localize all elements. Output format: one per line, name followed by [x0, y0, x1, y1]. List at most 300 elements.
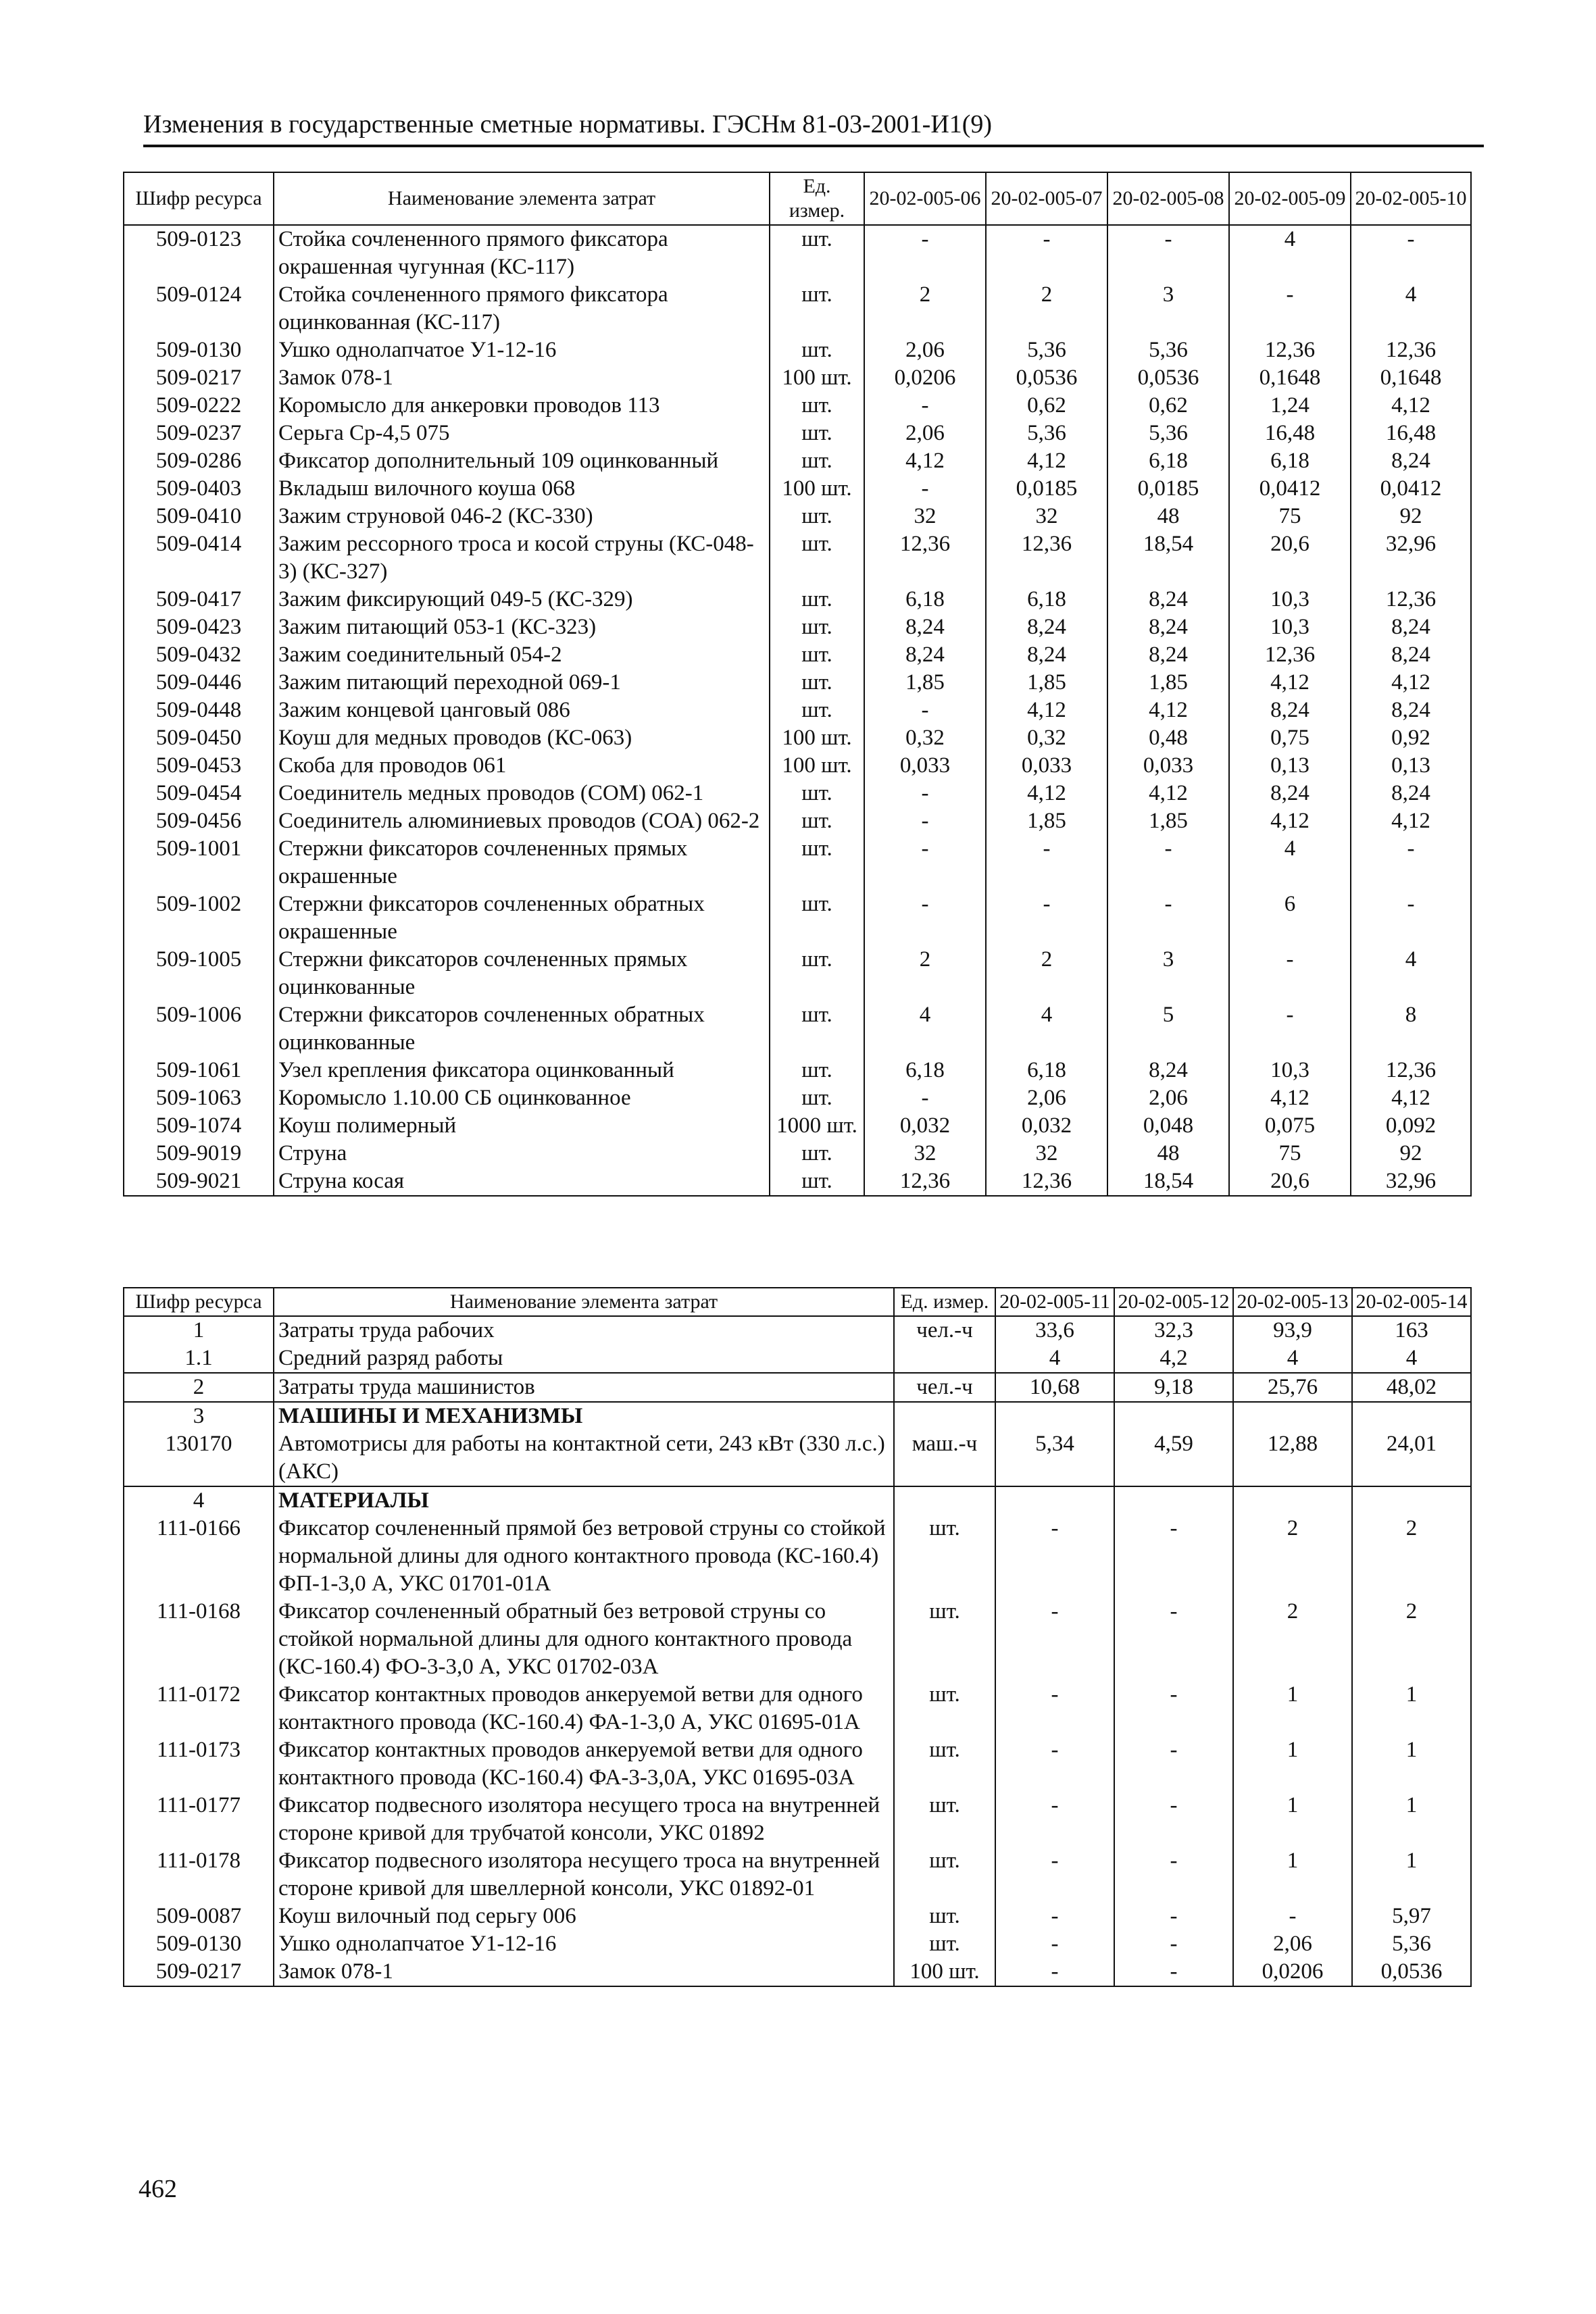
- header-name: Наименование элемента затрат: [274, 172, 770, 225]
- unit-cell: 100 шт.: [770, 752, 864, 780]
- resource-name-cell: Стержни фиксаторов сочлененных прямых окрашенные: [274, 835, 770, 890]
- value-cell: 24,01: [1352, 1430, 1471, 1486]
- resource-name-cell: Коромысло для анкеровки проводов 113: [274, 392, 770, 420]
- value-cell: 0,32: [986, 724, 1107, 752]
- header-unit: Ед. измер.: [894, 1288, 995, 1316]
- value-cell: 8,24: [1229, 780, 1351, 807]
- resource-name-cell: Стержни фиксаторов сочлененных обратных оцинкованные: [274, 1001, 770, 1057]
- header-col-5: 20-02-005-10: [1351, 172, 1471, 225]
- value-cell: 4,12: [986, 447, 1107, 475]
- resource-code-cell: 111-0168: [124, 1598, 274, 1681]
- unit-cell: шт.: [770, 503, 864, 530]
- table-row: [124, 586, 1471, 613]
- resource-name-cell: Замок 078-1: [274, 364, 770, 392]
- value-cell: 0,0412: [1351, 475, 1471, 503]
- value-cell: 16,48: [1351, 420, 1471, 447]
- table-row: [124, 420, 1471, 447]
- unit-cell: 1000 шт.: [770, 1112, 864, 1140]
- table-row: [124, 392, 1471, 420]
- value-cell: 5,36: [1107, 336, 1229, 364]
- resource-name-cell: Вкладыш вилочного коуша 068: [274, 475, 770, 503]
- value-cell: -: [1114, 1515, 1233, 1598]
- value-cell: 0,048: [1107, 1112, 1229, 1140]
- table-row: [124, 1958, 1471, 1986]
- resource-name-cell: Коуш полимерный: [274, 1112, 770, 1140]
- unit-cell: шт.: [770, 586, 864, 613]
- value-cell: 0,32: [864, 724, 986, 752]
- value-cell: -: [1114, 1736, 1233, 1792]
- unit-cell: шт.: [770, 641, 864, 669]
- value-cell: 8,24: [1351, 641, 1471, 669]
- resource-table-2: [123, 1287, 1472, 1987]
- unit-cell: шт.: [770, 835, 864, 890]
- table-row: [124, 1112, 1471, 1140]
- value-cell: 2,06: [1107, 1084, 1229, 1112]
- resource-name-cell: Зажим струновой 046-2 (КС-330): [274, 503, 770, 530]
- value-cell: 33,6: [995, 1316, 1114, 1344]
- table-row: [124, 1140, 1471, 1167]
- table-row: [124, 1930, 1471, 1958]
- value-cell: 8,24: [1107, 613, 1229, 641]
- unit-cell: шт.: [894, 1598, 995, 1681]
- value-cell: 0,0536: [1352, 1958, 1471, 1986]
- table-row: [124, 281, 1471, 336]
- value-cell: 92: [1351, 503, 1471, 530]
- table-row: [124, 613, 1471, 641]
- value-cell: 0,0536: [1107, 364, 1229, 392]
- value-cell: 5: [1107, 1001, 1229, 1057]
- value-cell: -: [1351, 225, 1471, 281]
- resource-name-cell: Коромысло 1.10.00 СБ оцинкованное: [274, 1084, 770, 1112]
- table-row: [124, 1792, 1471, 1847]
- resource-name-cell: Соединитель медных проводов (СОМ) 062-1: [274, 780, 770, 807]
- resource-code-cell: 509-0130: [124, 1930, 274, 1958]
- value-cell: 32: [986, 503, 1107, 530]
- value-cell: 0,032: [864, 1112, 986, 1140]
- unit-cell: шт.: [770, 336, 864, 364]
- value-cell: 163: [1352, 1316, 1471, 1344]
- value-cell: -: [986, 225, 1107, 281]
- value-cell: 0,48: [1107, 724, 1229, 752]
- resource-code-cell: 4: [124, 1486, 274, 1515]
- table-row: [124, 946, 1471, 1001]
- resource-table-1: [123, 172, 1472, 1197]
- header-col-1: 20-02-005-11: [995, 1288, 1114, 1316]
- value-cell: 0,0185: [986, 475, 1107, 503]
- value-cell: 0,1648: [1229, 364, 1351, 392]
- value-cell: 4: [1229, 225, 1351, 281]
- value-cell: 0,62: [1107, 392, 1229, 420]
- resource-code-cell: 509-1006: [124, 1001, 274, 1057]
- resource-name-cell: Узел крепления фиксатора оцинкованный: [274, 1057, 770, 1084]
- value-cell: -: [864, 807, 986, 835]
- resource-code-cell: 509-0286: [124, 447, 274, 475]
- value-cell: 4,2: [1114, 1344, 1233, 1373]
- value-cell: -: [1233, 1903, 1352, 1930]
- value-cell: 32: [864, 1140, 986, 1167]
- resource-code-cell: 509-0456: [124, 807, 274, 835]
- resource-name-cell: Затраты труда рабочих: [274, 1316, 894, 1344]
- value-cell: 4,12: [1107, 780, 1229, 807]
- value-cell: -: [995, 1515, 1114, 1598]
- page-header: Изменения в государственные сметные нормативы. ГЭСНм 81-03-2001-И1(9): [143, 108, 1484, 147]
- value-cell: -: [995, 1681, 1114, 1736]
- value-cell: -: [864, 697, 986, 724]
- value-cell: -: [1114, 1958, 1233, 1986]
- table-row: [124, 1402, 1471, 1430]
- unit-cell: шт.: [894, 1515, 995, 1598]
- value-cell: 4: [1351, 946, 1471, 1001]
- value-cell: 4,12: [864, 447, 986, 475]
- header-name: Наименование элемента затрат: [274, 1288, 894, 1316]
- table-row: [124, 475, 1471, 503]
- resource-code-cell: 509-0414: [124, 530, 274, 586]
- value-cell: -: [986, 835, 1107, 890]
- value-cell: 1: [1233, 1792, 1352, 1847]
- value-cell: -: [1107, 225, 1229, 281]
- resource-code-cell: 509-0403: [124, 475, 274, 503]
- value-cell: 1: [1233, 1681, 1352, 1736]
- resource-name-cell: Ушко однолапчатое У1-12-16: [274, 336, 770, 364]
- value-cell: [995, 1402, 1114, 1430]
- resource-name-cell: Стержни фиксаторов сочлененных обратных окрашенные: [274, 890, 770, 946]
- resource-name-cell: Зажим концевой цанговый 086: [274, 697, 770, 724]
- value-cell: 1: [1352, 1681, 1471, 1736]
- unit-cell: шт.: [770, 613, 864, 641]
- value-cell: 0,1648: [1351, 364, 1471, 392]
- value-cell: 1: [1233, 1847, 1352, 1903]
- value-cell: 4: [995, 1344, 1114, 1373]
- table-row: [124, 1084, 1471, 1112]
- value-cell: [1352, 1402, 1471, 1430]
- resource-name-cell: Зажим фиксирующий 049-5 (КС-329): [274, 586, 770, 613]
- resource-code-cell: 509-0448: [124, 697, 274, 724]
- resource-code-cell: 509-0410: [124, 503, 274, 530]
- value-cell: 8,24: [864, 613, 986, 641]
- resource-code-cell: 509-0217: [124, 364, 274, 392]
- value-cell: 32,96: [1351, 530, 1471, 586]
- value-cell: 4,12: [1351, 392, 1471, 420]
- unit-cell: шт.: [894, 1903, 995, 1930]
- resource-name-cell: Ушко однолапчатое У1-12-16: [274, 1930, 894, 1958]
- value-cell: -: [995, 1903, 1114, 1930]
- table-row: [124, 641, 1471, 669]
- resource-code-cell: 509-0237: [124, 420, 274, 447]
- resource-name-cell: Автомотрисы для работы на контактной сети, 243 кВт (330 л.с.) (АКС): [274, 1430, 894, 1486]
- value-cell: 10,3: [1229, 1057, 1351, 1084]
- resource-name-cell: Затраты труда машинистов: [274, 1373, 894, 1402]
- value-cell: 4,12: [1229, 1084, 1351, 1112]
- value-cell: 1,85: [1107, 669, 1229, 697]
- value-cell: -: [986, 890, 1107, 946]
- value-cell: 6,18: [1107, 447, 1229, 475]
- value-cell: 0,13: [1351, 752, 1471, 780]
- value-cell: -: [1351, 890, 1471, 946]
- table-row: [124, 1847, 1471, 1903]
- table-row: [124, 1001, 1471, 1057]
- value-cell: 5,34: [995, 1430, 1114, 1486]
- value-cell: -: [864, 890, 986, 946]
- resource-name-cell: Скоба для проводов 061: [274, 752, 770, 780]
- value-cell: -: [1229, 281, 1351, 336]
- value-cell: 18,54: [1107, 530, 1229, 586]
- value-cell: -: [864, 780, 986, 807]
- value-cell: -: [864, 225, 986, 281]
- table-row: [124, 1903, 1471, 1930]
- resource-code-cell: 509-1001: [124, 835, 274, 890]
- table-row: [124, 1486, 1471, 1515]
- value-cell: 16,48: [1229, 420, 1351, 447]
- value-cell: 4: [1351, 281, 1471, 336]
- value-cell: 2: [986, 281, 1107, 336]
- value-cell: -: [995, 1598, 1114, 1681]
- value-cell: -: [1114, 1903, 1233, 1930]
- value-cell: 0,0206: [1233, 1958, 1352, 1986]
- page-number: 462: [139, 2175, 177, 2203]
- unit-cell: 100 шт.: [770, 724, 864, 752]
- value-cell: 10,3: [1229, 613, 1351, 641]
- value-cell: 0,033: [986, 752, 1107, 780]
- header-col-2: 20-02-005-12: [1114, 1288, 1233, 1316]
- value-cell: -: [1114, 1792, 1233, 1847]
- value-cell: 4: [1352, 1344, 1471, 1373]
- resource-code-cell: 509-0123: [124, 225, 274, 281]
- header-col-4: 20-02-005-09: [1229, 172, 1351, 225]
- resource-code-cell: 111-0177: [124, 1792, 274, 1847]
- table-row: [124, 1430, 1471, 1486]
- unit-cell: шт.: [770, 807, 864, 835]
- value-cell: 8,24: [1107, 1057, 1229, 1084]
- value-cell: -: [864, 835, 986, 890]
- table-row: [124, 1598, 1471, 1681]
- value-cell: 32,96: [1351, 1167, 1471, 1196]
- value-cell: 2: [864, 281, 986, 336]
- unit-cell: шт.: [770, 780, 864, 807]
- value-cell: 12,36: [864, 530, 986, 586]
- resource-name-cell: МАТЕРИАЛЫ: [274, 1486, 894, 1515]
- value-cell: 4,12: [986, 697, 1107, 724]
- table-row: [124, 697, 1471, 724]
- value-cell: -: [1107, 890, 1229, 946]
- resource-name-cell: Средний разряд работы: [274, 1344, 894, 1373]
- unit-cell: 100 шт.: [894, 1958, 995, 1986]
- value-cell: 5,36: [986, 336, 1107, 364]
- unit-cell: шт.: [770, 1084, 864, 1112]
- value-cell: 20,6: [1229, 1167, 1351, 1196]
- value-cell: 4,12: [1351, 669, 1471, 697]
- value-cell: 0,0536: [986, 364, 1107, 392]
- value-cell: 4,12: [1351, 1084, 1471, 1112]
- value-cell: 18,54: [1107, 1167, 1229, 1196]
- unit-cell: шт.: [770, 1001, 864, 1057]
- value-cell: 0,033: [1107, 752, 1229, 780]
- value-cell: 12,36: [1229, 336, 1351, 364]
- unit-cell: шт.: [894, 1736, 995, 1792]
- resource-name-cell: Фиксатор сочлененный обратный без ветровой струны со стойкой нормальной длины для одного контактного провода (КС-160.4) ФО-3-3,0 А, УКС 01702-03А: [274, 1598, 894, 1681]
- value-cell: 8,24: [986, 613, 1107, 641]
- unit-cell: шт.: [770, 1167, 864, 1196]
- value-cell: 0,075: [1229, 1112, 1351, 1140]
- value-cell: 12,36: [1351, 1057, 1471, 1084]
- value-cell: 2: [986, 946, 1107, 1001]
- table-row: [124, 447, 1471, 475]
- value-cell: -: [1351, 835, 1471, 890]
- resource-name-cell: Фиксатор контактных проводов анкеруемой ветви для одного контактного провода (КС-160.4) ФА-3-3,0А, УКС 01695-03А: [274, 1736, 894, 1792]
- resource-code-cell: 509-0446: [124, 669, 274, 697]
- unit-cell: шт.: [770, 1057, 864, 1084]
- value-cell: -: [1107, 835, 1229, 890]
- value-cell: -: [864, 392, 986, 420]
- resource-code-cell: 509-1074: [124, 1112, 274, 1140]
- resource-code-cell: 111-0166: [124, 1515, 274, 1598]
- value-cell: 5,36: [1352, 1930, 1471, 1958]
- value-cell: 5,97: [1352, 1903, 1471, 1930]
- resource-name-cell: Коуш для медных проводов (КС-063): [274, 724, 770, 752]
- value-cell: 5,36: [986, 420, 1107, 447]
- table-row: [124, 336, 1471, 364]
- resource-code-cell: 111-0178: [124, 1847, 274, 1903]
- value-cell: 8: [1351, 1001, 1471, 1057]
- value-cell: 12,36: [1351, 586, 1471, 613]
- value-cell: 12,88: [1233, 1430, 1352, 1486]
- value-cell: 1,85: [986, 669, 1107, 697]
- resource-code-cell: 509-9021: [124, 1167, 274, 1196]
- value-cell: 2: [1233, 1598, 1352, 1681]
- value-cell: 0,75: [1229, 724, 1351, 752]
- table-row: [124, 1373, 1471, 1402]
- value-cell: 1,85: [1107, 807, 1229, 835]
- unit-cell: [894, 1344, 995, 1373]
- value-cell: 10,68: [995, 1373, 1114, 1402]
- unit-cell: шт.: [770, 697, 864, 724]
- resource-code-cell: 111-0172: [124, 1681, 274, 1736]
- unit-cell: 100 шт.: [770, 364, 864, 392]
- table-row: [124, 1057, 1471, 1084]
- value-cell: 8,24: [1107, 586, 1229, 613]
- resource-code-cell: 509-0432: [124, 641, 274, 669]
- unit-cell: шт.: [770, 530, 864, 586]
- table-row: [124, 835, 1471, 890]
- value-cell: [1233, 1486, 1352, 1515]
- value-cell: 32: [864, 503, 986, 530]
- resource-code-cell: 509-0454: [124, 780, 274, 807]
- header-col-2: 20-02-005-07: [986, 172, 1107, 225]
- header-unit: Ед. измер.: [770, 172, 864, 225]
- resource-code-cell: 509-0417: [124, 586, 274, 613]
- value-cell: 1,85: [986, 807, 1107, 835]
- table-row: [124, 1736, 1471, 1792]
- resource-code-cell: 1.1: [124, 1344, 274, 1373]
- value-cell: 93,9: [1233, 1316, 1352, 1344]
- value-cell: 2,06: [864, 420, 986, 447]
- value-cell: 8,24: [1351, 447, 1471, 475]
- resource-code-cell: 509-1061: [124, 1057, 274, 1084]
- table-row: [124, 1316, 1471, 1344]
- unit-cell: шт.: [770, 1140, 864, 1167]
- value-cell: [1352, 1486, 1471, 1515]
- resource-code-cell: 130170: [124, 1430, 274, 1486]
- value-cell: 0,0185: [1107, 475, 1229, 503]
- value-cell: -: [1114, 1681, 1233, 1736]
- resource-code-cell: 509-0423: [124, 613, 274, 641]
- unit-cell: шт.: [894, 1792, 995, 1847]
- value-cell: 2,06: [864, 336, 986, 364]
- table-row: [124, 225, 1471, 281]
- resource-name-cell: Зажим питающий 053-1 (КС-323): [274, 613, 770, 641]
- value-cell: 8,24: [1107, 641, 1229, 669]
- value-cell: 8,24: [1351, 697, 1471, 724]
- value-cell: 1,85: [864, 669, 986, 697]
- value-cell: 6,18: [986, 586, 1107, 613]
- value-cell: 12,36: [986, 530, 1107, 586]
- resource-name-cell: Стержни фиксаторов сочлененных прямых оцинкованные: [274, 946, 770, 1001]
- header-col-1: 20-02-005-06: [864, 172, 986, 225]
- resource-code-cell: 509-0453: [124, 752, 274, 780]
- value-cell: 2: [1352, 1515, 1471, 1598]
- table-row: [124, 1344, 1471, 1373]
- value-cell: 9,18: [1114, 1373, 1233, 1402]
- value-cell: 4,12: [1351, 807, 1471, 835]
- resource-code-cell: 509-0124: [124, 281, 274, 336]
- resource-name-cell: Стойка сочлененного прямого фиксатора оцинкованная (КС-117): [274, 281, 770, 336]
- unit-cell: шт.: [770, 890, 864, 946]
- resource-name-cell: Фиксатор сочлененный прямой без ветровой струны со стойкой нормальной длины для одного контактного провода (КС-160.4) ФП-1-3,0 А, УКС 01701-01А: [274, 1515, 894, 1598]
- value-cell: 3: [1107, 946, 1229, 1001]
- resource-name-cell: Струна косая: [274, 1167, 770, 1196]
- resource-name-cell: Стойка сочлененного прямого фиксатора окрашенная чугунная (КС-117): [274, 225, 770, 281]
- value-cell: 48,02: [1352, 1373, 1471, 1402]
- value-cell: -: [995, 1792, 1114, 1847]
- value-cell: 4,59: [1114, 1430, 1233, 1486]
- header-col-4: 20-02-005-14: [1352, 1288, 1471, 1316]
- unit-cell: [894, 1402, 995, 1430]
- table-row: [124, 364, 1471, 392]
- resource-name-cell: МАШИНЫ И МЕХАНИЗМЫ: [274, 1402, 894, 1430]
- resource-name-cell: Серьга Ср-4,5 075: [274, 420, 770, 447]
- table-row: [124, 724, 1471, 752]
- value-cell: 2,06: [1233, 1930, 1352, 1958]
- resource-code-cell: 509-1002: [124, 890, 274, 946]
- value-cell: 6,18: [864, 1057, 986, 1084]
- unit-cell: шт.: [770, 225, 864, 281]
- resource-code-cell: 111-0173: [124, 1736, 274, 1792]
- value-cell: 48: [1107, 1140, 1229, 1167]
- unit-cell: 100 шт.: [770, 475, 864, 503]
- resource-code-cell: 3: [124, 1402, 274, 1430]
- value-cell: 3: [1107, 281, 1229, 336]
- header-col-3: 20-02-005-08: [1107, 172, 1229, 225]
- value-cell: -: [1229, 1001, 1351, 1057]
- value-cell: -: [1114, 1930, 1233, 1958]
- value-cell: [1114, 1486, 1233, 1515]
- value-cell: 2: [1233, 1515, 1352, 1598]
- unit-cell: чел.-ч: [894, 1373, 995, 1402]
- value-cell: [1114, 1402, 1233, 1430]
- table-row: [124, 1681, 1471, 1736]
- value-cell: 92: [1351, 1140, 1471, 1167]
- table-row: [124, 1167, 1471, 1196]
- value-cell: 8,24: [864, 641, 986, 669]
- value-cell: -: [864, 1084, 986, 1112]
- value-cell: 4: [1233, 1344, 1352, 1373]
- value-cell: 1,24: [1229, 392, 1351, 420]
- value-cell: 4,12: [1229, 807, 1351, 835]
- unit-cell: шт.: [770, 946, 864, 1001]
- unit-cell: маш.-ч: [894, 1430, 995, 1486]
- unit-cell: [894, 1486, 995, 1515]
- value-cell: 4: [864, 1001, 986, 1057]
- value-cell: 0,0412: [1229, 475, 1351, 503]
